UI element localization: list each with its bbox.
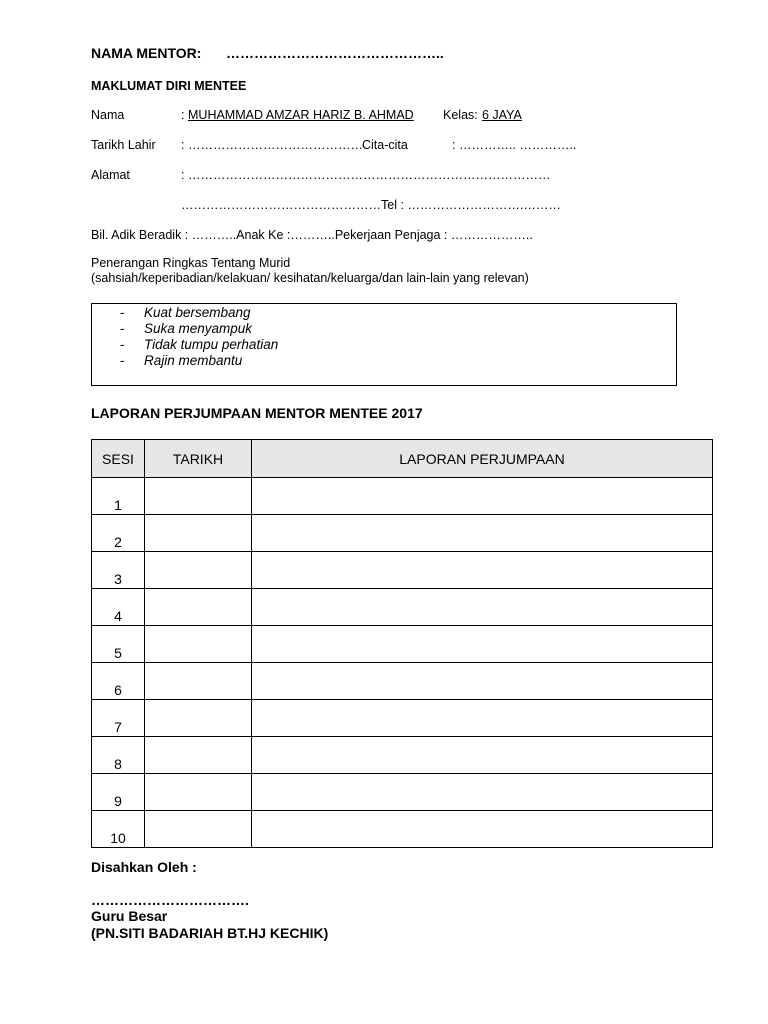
kelas-value: 6 JAYA [482, 108, 522, 122]
tarikh-cell[interactable] [145, 515, 252, 552]
sesi-number: 5 [92, 626, 145, 663]
table-row [92, 478, 713, 515]
laporan-cell[interactable] [252, 589, 713, 626]
trait-text: Suka menyampuk [144, 321, 253, 336]
nama-label: Nama [91, 108, 125, 122]
laporan-cell[interactable] [252, 737, 713, 774]
laporan-table [91, 439, 713, 848]
sesi-number: 6 [92, 663, 145, 700]
sesi-number: 3 [92, 552, 145, 589]
column-header-tarikh: TARIKH [145, 440, 252, 478]
trait-text: Kuat bersembang [144, 305, 251, 320]
alamat-line-2: …………………………………………Tel : ……………………….……… [181, 198, 561, 212]
trait-dash: - [120, 353, 125, 368]
trait-dash: - [120, 305, 125, 320]
column-header-sesi: SESI [92, 440, 145, 478]
penerangan-title: Penerangan Ringkas Tentang Murid [91, 256, 291, 270]
laporan-cell[interactable] [252, 774, 713, 811]
table-row [92, 515, 713, 552]
table-row [92, 552, 713, 589]
laporan-cell[interactable] [252, 811, 713, 848]
table-row [92, 700, 713, 737]
sesi-number: 9 [92, 774, 145, 811]
sesi-number: 2 [92, 515, 145, 552]
table-row [92, 626, 713, 663]
tarikh-cell[interactable] [145, 626, 252, 663]
cita-cita-label: Cita-cita [362, 138, 408, 152]
sesi-number: 10 [92, 811, 145, 848]
section-title-maklumat: MAKLUMAT DIRI MENTEE [91, 79, 247, 93]
nama-separator: : [181, 108, 185, 122]
kelas-label: Kelas: [443, 108, 478, 122]
tarikh-cell[interactable] [145, 589, 252, 626]
table-row [92, 663, 713, 700]
tarikh-cell[interactable] [145, 663, 252, 700]
table-row [92, 811, 713, 848]
sesi-number: 8 [92, 737, 145, 774]
signature-line: ……………………………. [91, 892, 249, 908]
tarikh-cell[interactable] [145, 774, 252, 811]
column-header-laporan: LAPORAN PERJUMPAAN [252, 440, 713, 478]
laporan-cell[interactable] [252, 478, 713, 515]
penerangan-box [91, 303, 677, 386]
trait-text: Tidak tumpu perhatian [144, 337, 279, 352]
keluarga-line: Bil. Adik Beradik : ………..Anak Ke :………..Pekerjaan Penjaga : ……………….. [91, 228, 533, 242]
tarikh-cell[interactable] [145, 811, 252, 848]
nama-mentor-field: ……………………………………….. [226, 45, 444, 61]
laporan-cell[interactable] [252, 663, 713, 700]
tarikh-cell[interactable] [145, 737, 252, 774]
trait-dash: - [120, 321, 125, 336]
alamat-label: Alamat [91, 168, 130, 182]
sesi-number: 4 [92, 589, 145, 626]
laporan-title: LAPORAN PERJUMPAAN MENTOR MENTEE 2017 [91, 405, 423, 421]
table-row [92, 737, 713, 774]
disahkan-label: Disahkan Oleh : [91, 859, 197, 875]
table-row [92, 589, 713, 626]
signer-title: Guru Besar [91, 908, 168, 924]
trait-dash: - [120, 337, 125, 352]
cita-cita-field: : ………….. ………….. [452, 138, 577, 152]
nama-value: MUHAMMAD AMZAR HARIZ B. AHMAD [188, 108, 414, 122]
tarikh-cell[interactable] [145, 478, 252, 515]
laporan-cell[interactable] [252, 515, 713, 552]
nama-mentor-label: NAMA MENTOR: [91, 45, 202, 61]
tarikh-cell[interactable] [145, 552, 252, 589]
trait-item [120, 321, 252, 336]
trait-item [120, 337, 278, 352]
penerangan-subtitle: (sahsiah/keperibadian/kelakuan/ kesihatan/keluarga/dan lain-lain yang relevan) [91, 271, 529, 285]
laporan-cell[interactable] [252, 626, 713, 663]
trait-item [120, 305, 251, 320]
sesi-number: 7 [92, 700, 145, 737]
table-row [92, 774, 713, 811]
tarikh-cell[interactable] [145, 700, 252, 737]
tarikh-lahir-label: Tarikh Lahir [91, 138, 156, 152]
laporan-cell[interactable] [252, 552, 713, 589]
sesi-number: 1 [92, 478, 145, 515]
trait-item [120, 353, 242, 368]
alamat-line-1: : …………………………………………………………………………… [181, 168, 551, 182]
tarikh-lahir-field: : …………………………………… [181, 138, 363, 152]
laporan-cell[interactable] [252, 700, 713, 737]
trait-text: Rajin membantu [144, 353, 243, 368]
signer-name: (PN.SITI BADARIAH BT.HJ KECHIK) [91, 925, 329, 941]
table-header-row [92, 440, 713, 478]
